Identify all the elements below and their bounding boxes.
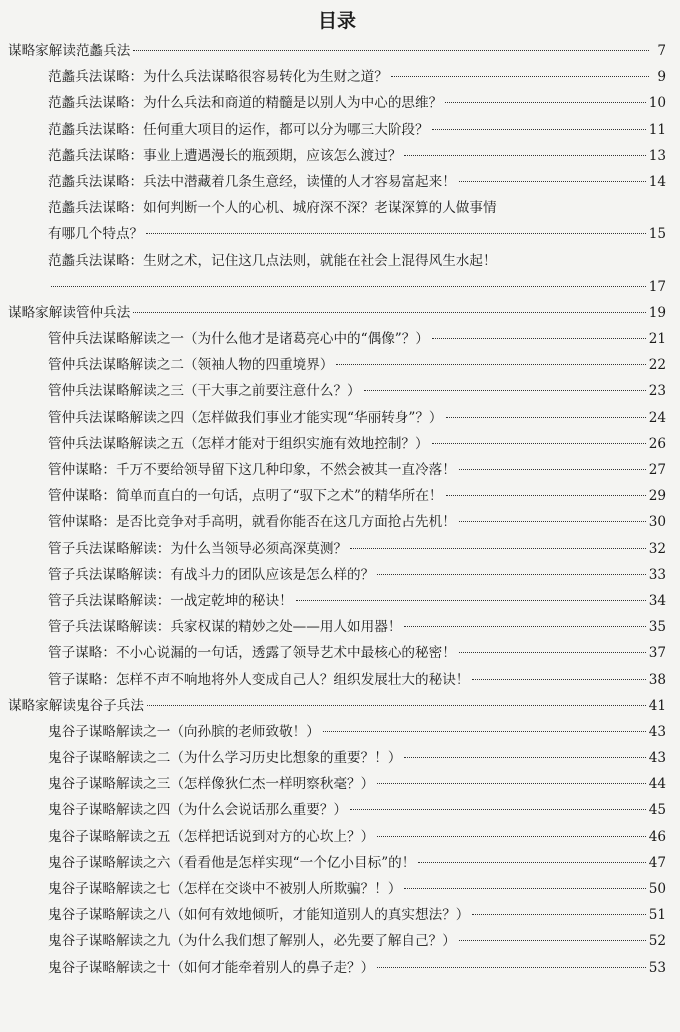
page-number: 38 [648,671,666,688]
toc-entry[interactable] [8,378,666,404]
dot-leader [446,417,646,418]
page-number: 30 [648,514,666,531]
toc-entry[interactable] [8,719,666,745]
toc-section-heading[interactable] [8,693,666,719]
entry-title: 管子兵法谋略解读：兵家权谋的精妙之处——用人如用器！ [48,619,402,636]
dot-leader [404,888,645,889]
entry-title: 管仲兵法谋略解读之一（为什么他才是诸葛亮心中的“偶像”？） [48,331,429,348]
entry-title: 范蠡兵法谋略：任何重大项目的运作，都可以分为哪三大阶段？ [48,121,429,138]
page-number: 27 [648,462,666,478]
entry-title: 管仲兵法谋略解读之四（怎样做我们事业才能实现“华丽转身”？） [48,409,443,426]
entry-title: 管子兵法谋略解读：一战定乾坤的秘诀！ [48,592,293,609]
page-number: 24 [648,409,666,426]
toc-entry[interactable] [8,143,666,169]
entry-title: 管仲兵法谋略解读之三（干大事之前要注意什么？） [48,383,361,400]
dot-leader [377,967,645,968]
dot-leader [51,286,646,287]
toc-section-heading[interactable] [8,38,666,64]
entry-title: 鬼谷子谋略解读之六（看看他是怎样实现“一个亿小目标”的！ [48,854,416,871]
toc-entry[interactable] [8,771,666,797]
dot-leader [133,312,645,313]
dot-leader [404,757,645,758]
toc-entry[interactable] [8,169,666,195]
entry-title: 鬼谷子谋略解读之二（为什么学习历史比想象的重要？！） [48,750,402,767]
dot-leader [472,914,645,915]
page-number: 26 [648,435,666,452]
page-number: 43 [648,750,666,767]
entry-title: 范蠡兵法谋略：兵法中潜藏着几条生意经，读懂的人才容易富起来！ [48,173,456,190]
page-number: 52 [648,933,666,950]
page-number: 41 [648,697,666,714]
toc-entry[interactable] [8,928,666,954]
entry-title: 范蠡兵法谋略：事业上遭遇漫长的瓶颈期，应该怎么渡过？ [48,147,402,164]
dot-leader [432,338,646,339]
entry-title: 管子兵法谋略解读：为什么当领导必须高深莫测？ [48,540,348,557]
dot-leader [350,548,646,549]
toc-entry[interactable] [8,955,666,981]
page-number: 11 [648,121,666,138]
dot-leader [459,652,646,653]
toc-entry[interactable] [8,483,666,509]
toc-entry[interactable] [8,588,666,614]
toc-entry[interactable] [8,876,666,902]
dot-leader [445,102,645,103]
page-number: 46 [648,828,666,845]
dot-leader [323,731,646,732]
entry-title: 管子兵法谋略解读：有战斗力的团队应该是怎么样的？ [48,566,375,583]
page-number: 34 [648,592,666,609]
toc-entry[interactable] [8,902,666,928]
page-number: 15 [648,226,666,243]
toc-entry[interactable] [8,90,666,116]
entry-title: 管子谋略：不小心说漏的一句话，透露了领导艺术中最核心的秘密！ [48,645,456,662]
toc-entry[interactable] [8,326,666,352]
dot-leader [391,76,649,77]
page-number: 14 [648,173,666,190]
page-number: 35 [648,619,666,636]
toc-entry[interactable] [8,745,666,771]
entry-title: 鬼谷子谋略解读之五（怎样把话说到对方的心坎上？） [48,828,375,845]
toc-entry[interactable] [8,824,666,850]
dot-leader [459,940,646,941]
entry-title: 管子谋略：怎样不声不响地将外人变成自己人？组织发展壮大的秘诀！ [48,671,470,688]
toc-entry-continuation[interactable] [8,274,666,300]
toc-entry[interactable] [8,536,666,562]
toc-entry[interactable] [8,64,666,90]
section-title: 谋略家解读鬼谷子兵法 [8,697,144,714]
dot-leader [364,390,646,391]
page-number: 29 [648,488,666,505]
dot-leader [377,574,645,575]
toc-entry[interactable] [8,431,666,457]
entry-title: 鬼谷子谋略解读之七（怎样在交谈中不被别人所欺骗？！） [48,881,402,897]
entry-title: 范蠡兵法谋略：为什么兵法和商道的精髓是以别人为中心的思维？ [48,95,443,112]
dot-leader [446,495,646,496]
entry-title: 管仲兵法谋略解读之二（领袖人物的四重境界） [48,357,334,374]
dot-leader [336,364,645,365]
page-number: 22 [648,357,666,374]
toc-entry[interactable] [8,667,666,693]
page-number: 43 [648,723,666,740]
dot-leader [472,679,645,680]
toc-entry[interactable] [8,457,666,483]
entry-title: 管仲谋略：是否比竞争对手高明，就看你能否在这几方面抢占先机！ [48,514,456,531]
section-title: 谋略家解读管仲兵法 [8,304,131,321]
dot-leader [133,50,649,51]
page-number: 7 [657,43,666,59]
dot-leader [418,862,645,863]
entry-title: 鬼谷子谋略解读之八（如何有效地倾听，才能知道别人的真实想法？） [48,907,470,924]
entry-title: 范蠡兵法谋略：为什么兵法谋略很容易转化为生财之道？ [48,69,388,86]
dot-leader [459,469,646,470]
entry-title: 鬼谷子谋略解读之三（怎样像狄仁杰一样明察秋毫？） [48,776,375,793]
page-number: 9 [657,69,666,86]
page-number: 33 [648,566,666,583]
entry-title: 范蠡兵法谋略：如何判断一个人的心机、城府深不深？老谋深算的人做事情 [48,200,497,217]
toc-entry[interactable] [8,117,666,143]
toc-entry[interactable] [8,195,666,221]
entry-title: 鬼谷子谋略解读之四（为什么会说话那么重要？） [48,802,348,819]
page-number: 19 [648,304,666,321]
page-number: 17 [648,278,666,295]
dot-leader [432,443,646,444]
dot-leader [147,705,646,706]
toc-entry[interactable] [8,405,666,431]
dot-leader [459,521,646,522]
toc-entry[interactable] [8,640,666,666]
toc-entry[interactable] [8,850,666,876]
entry-title: 鬼谷子谋略解读之九（为什么我们想了解别人，必先要了解自己？） [48,933,456,950]
page-number: 23 [648,383,666,400]
section-title: 谋略家解读范蠡兵法 [8,43,131,59]
page-number: 47 [648,854,666,871]
page-number: 51 [648,907,666,924]
toc-entry[interactable] [8,562,666,588]
page-number: 45 [648,802,666,819]
page-number: 10 [648,95,666,112]
page-number: 53 [648,959,666,976]
dot-leader [404,155,645,156]
page-number: 13 [648,147,666,164]
dot-leader [350,809,646,810]
toc-entry[interactable] [8,797,666,823]
page-number: 32 [648,540,666,557]
page-number: 44 [648,776,666,793]
toc-entry[interactable] [8,614,666,640]
entry-title: 鬼谷子谋略解读之一（向孙膑的老师致敬！） [48,723,320,740]
entry-title: 范蠡兵法谋略：生财之术，记住这几点法则，就能在社会上混得风生水起！ [48,252,497,269]
toc-entry-continuation[interactable] [8,221,666,247]
page-number: 37 [648,645,666,662]
toc-entry[interactable] [8,248,666,274]
page-number: 50 [648,881,666,897]
toc-list [8,38,666,981]
dot-leader [404,626,645,627]
toc-entry[interactable] [8,352,666,378]
page-number: 21 [648,331,666,348]
entry-title-continued: 有哪几个特点？ [48,226,144,243]
entry-title: 鬼谷子谋略解读之十（如何才能牵着别人的鼻子走？） [48,959,375,976]
page-title: 目录 [317,10,356,32]
dot-leader [377,783,645,784]
dot-leader [432,129,646,130]
dot-leader [296,600,646,601]
dot-leader [377,836,645,837]
entry-title: 管仲谋略：千万不要给领导留下这几种印象，不然会被其一直冷落！ [48,462,456,478]
dot-leader [459,181,646,182]
toc-section-heading[interactable] [8,300,666,326]
entry-title: 管仲兵法谋略解读之五（怎样才能对于组织实施有效地控制？） [48,435,429,452]
dot-leader [146,233,646,234]
entry-title: 管仲谋略：简单而直白的一句话，点明了“驭下之术”的精华所在！ [48,488,443,505]
toc-entry[interactable] [8,509,666,535]
